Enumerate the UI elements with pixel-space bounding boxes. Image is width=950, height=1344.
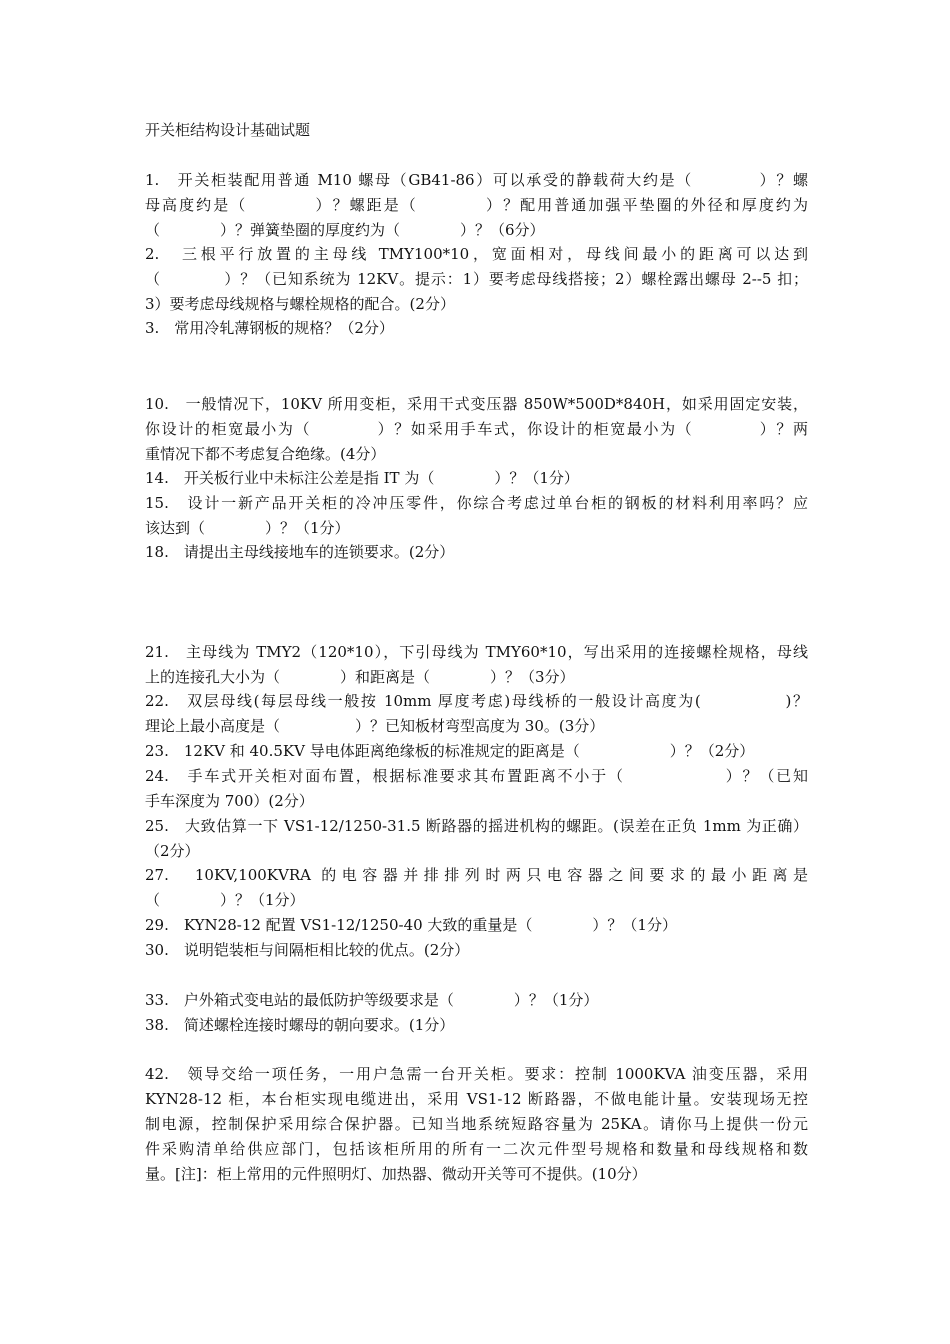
question-line: 33. 户外箱式变电站的最低防护等级要求是（ ）？（1分） (145, 991, 599, 1009)
question-14 (145, 466, 808, 491)
question-line: 14. 开关板行业中未标注公差是指 IT 为（ ）？（1分） (145, 469, 579, 487)
question-line: 手车深度为 700）(2分） (145, 792, 314, 810)
question-25 (145, 814, 808, 864)
question-22 (145, 689, 808, 739)
question-30 (145, 938, 808, 963)
question-24 (145, 764, 808, 814)
question-line: 3）要考虑母线规格与螺栓规格的配合。(2分） (145, 295, 455, 313)
question-15 (145, 491, 808, 541)
question-33 (145, 988, 808, 1013)
question-line: 重情况下都不考虑复合绝缘。(4分） (145, 445, 386, 463)
question-21 (145, 640, 808, 690)
question-line: 量。[注]：柜上常用的元件照明灯、加热器、微动开关等可不提供。(10分） (145, 1165, 647, 1183)
question-27 (145, 863, 808, 913)
question-line: 38. 简述螺栓连接时螺母的朝向要求。(1分） (145, 1016, 455, 1034)
document-title: 开关柜结构设计基础试题 (145, 121, 311, 139)
question-2 (145, 242, 808, 317)
question-line: （ ）？（1分） (145, 891, 305, 909)
question-10 (145, 392, 808, 467)
question-line: 42. 领导交给一项任务，一用户急需一台开关柜。要求：控制 1000KVA 油变压器，采用 (145, 1065, 808, 1083)
question-38 (145, 1013, 808, 1038)
question-line: 22. 双层母线(每层母线一般按 10mm 厚度考虑)母线桥的一般设计高度为( )？ (145, 692, 808, 710)
question-line: 15. 设计一新产品开关柜的冷冲压零件，你综合考虑过单台柜的钢板的材料利用率吗？应 (145, 494, 808, 512)
question-line: 21. 主母线为 TMY2（120*10），下引母线为 TMY60*10，写出采用的连接螺栓规格，母线 (145, 643, 808, 661)
question-line: 24. 手车式开关柜对面布置，根据标准要求其布置距离不小于（ ）？（已知 (145, 767, 808, 785)
question-3 (145, 316, 808, 341)
question-line: （ ）？弹簧垫圈的厚度约为（ ）？（6分） (145, 221, 545, 239)
question-line: 1. 开关柜装配用普通 M10 螺母（GB41-86）可以承受的静载荷大约是（ ）？螺 (145, 171, 808, 189)
question-line: 27. 10KV,100KVRA 的电容器并排排列时两只电容器之间要求的最小距离是 (145, 866, 808, 884)
question-1 (145, 168, 808, 243)
question-line: 件采购清单给供应部门，包括该柜所用的所有一二次元件型号规格和数量和母线规格和数 (145, 1140, 808, 1158)
question-42 (145, 1062, 808, 1187)
question-line: （ ）？（已知系统为 12KV。提示：1）要考虑母线搭接；2）螺栓露出螺母 2--5 扣； (145, 270, 808, 288)
question-line: 2. 三根平行放置的主母线 TMY100*10，宽面相对，母线间最小的距离可以达到 (145, 245, 808, 263)
question-line: 母高度约是（ ）？螺距是（ ）？配用普通加强平垫圈的外径和厚度约为 (145, 196, 808, 214)
question-line: 30. 说明铠装柜与间隔柜相比较的优点。(2分） (145, 941, 470, 959)
question-18 (145, 540, 808, 565)
question-line: 你设计的柜宽最小为（ ）？如采用手车式，你设计的柜宽最小为（ ）？两 (145, 420, 808, 438)
question-line: 18. 请提出主母线接地车的连锁要求。(2分） (145, 543, 455, 561)
question-line: 23. 12KV 和 40.5KV 导电体距离绝缘板的标准规定的距离是（ ）？（2分） (145, 742, 755, 760)
question-29 (145, 913, 808, 938)
question-line: 该达到（ ）？（1分） (145, 519, 350, 537)
question-23 (145, 739, 808, 764)
question-line: 理论上最小高度是（ ）？已知板材弯型高度为 30。(3分） (145, 717, 605, 735)
question-line: KYN28-12 柜，本台柜实现电缆进出，采用 VS1-12 断路器，不做电能计量。安装现场无控 (145, 1090, 808, 1108)
question-line: 10. 一般情况下，10KV 所用变柜，采用干式变压器 850W*500D*840H，如采用固定安装， (145, 395, 808, 413)
question-line: 制电源，控制保护采用综合保护器。已知当地系统短路容量为 25KA。请你马上提供一份元 (145, 1115, 808, 1133)
question-line: 25. 大致估算一下 VS1-12/1250-31.5 断路器的摇进机构的螺距。(误差在正负 1mm 为正确） (145, 817, 808, 835)
question-line: （2分） (145, 842, 200, 860)
question-line: 上的连接孔大小为（ ）和距离是（ ）？（3分） (145, 668, 575, 686)
question-line: 3. 常用冷轧薄钢板的规格？（2分） (145, 319, 394, 337)
question-line: 29. KYN28-12 配置 VS1-12/1250-40 大致的重量是（ ）？（1分） (145, 916, 677, 934)
